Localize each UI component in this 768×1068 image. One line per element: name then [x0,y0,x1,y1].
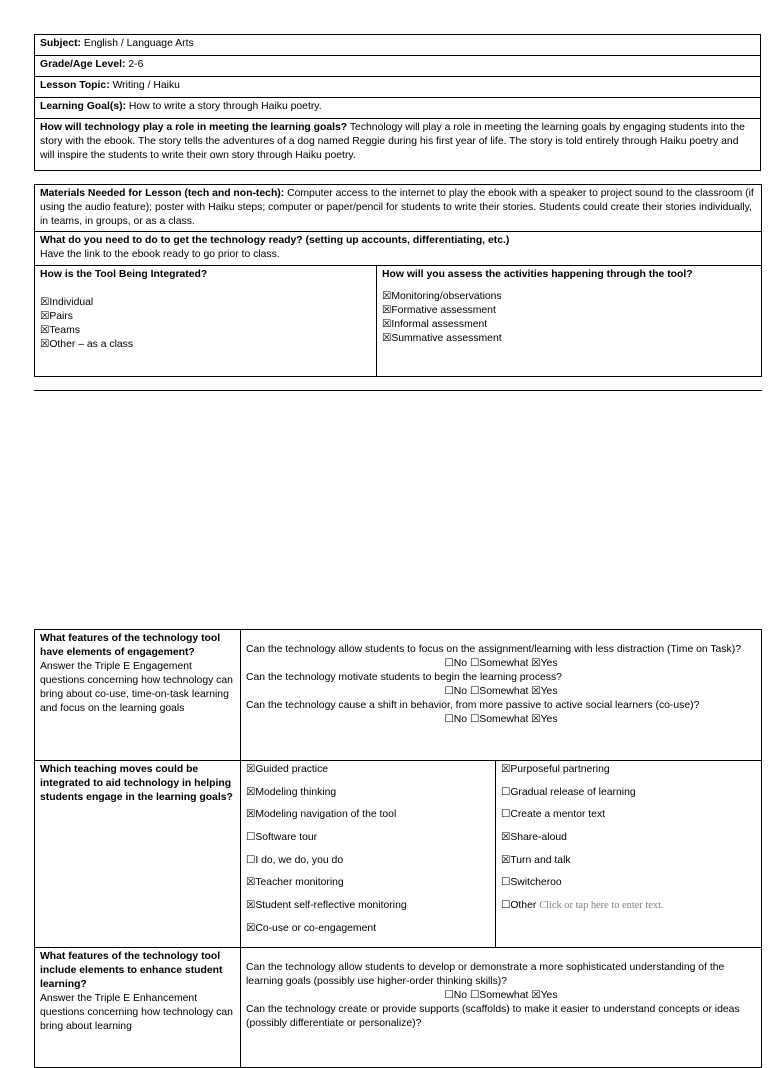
teaching-moves-heading: Which teaching moves could be integrated to aid technology in helping students engage in the learning goals? [40,764,233,803]
teaching-move-option[interactable]: ☒Modeling navigation of the tool [246,809,397,821]
integration-option[interactable]: ☒Teams [40,325,80,336]
teaching-move-option[interactable]: ☒Modeling thinking [246,786,337,798]
subject-row [35,35,761,56]
goal-row [35,98,761,119]
teaching-moves-left [241,761,496,948]
teaching-move-option[interactable]: ☐Gradual release of learning [501,786,636,798]
enhancement-label-cell [35,947,241,1067]
other-text-field[interactable]: Click or tap here to enter text. [539,900,664,912]
teaching-moves-label-cell [35,761,241,948]
topic-value: Writing / Haiku [112,80,180,91]
assessment-cell [377,266,762,377]
engagement-heading: What features of the technology tool have elements of engagement? [40,633,221,658]
enhancement-question: Can the technology allow students to develop or demonstrate a more sophisticated understanding of the learning goals (possibly use higher-order thinking skills)? [246,961,725,987]
teaching-move-option[interactable]: ☒Turn and talk [501,854,571,866]
tech-role-value: Technology will play a role in meeting the learning goals by engaging students into the story with the ebook. The story tells the adventures of a dog named Reggie during his first year of life. The story is told entirely through Haiku poetry and will inspire the students to write their own story through Haiku poetry. [40,122,745,161]
grade-value: 2-6 [128,59,144,70]
assessment-option[interactable]: ☒Summative assessment [382,333,502,344]
engagement-answer[interactable]: ☐No ☐Somewhat ☒Yes [444,714,558,725]
engagement-question: Can the technology cause a shift in behavior, from more passive to active social learners (co-use)? [246,700,700,711]
topic-row [35,77,761,98]
materials-row [35,185,762,232]
triple-e-table [34,629,762,1068]
teaching-move-option[interactable]: ☐Switcheroo [501,877,562,889]
assessment-option[interactable]: ☒Informal assessment [382,319,488,330]
integration-cell [35,266,377,377]
grade-row [35,56,761,77]
assessment-option[interactable]: ☒Formative assessment [382,305,496,316]
materials-label: Materials Needed for Lesson (tech and non-tech): [40,188,285,199]
enhancement-heading: What features of the technology tool include elements to enhance student learning? [40,950,223,990]
teaching-move-option[interactable]: ☒Student self-reflective monitoring [246,900,407,912]
integration-label: How is the Tool Being Integrated? [40,269,208,280]
subject-label: Subject: [40,38,81,49]
engagement-questions-cell [241,630,762,761]
teaching-move-option[interactable]: ☒Co-use or co-engagement [246,922,377,934]
assessment-label: How will you assess the activities happening through the tool? [382,269,693,280]
page-break-rule [34,390,762,391]
goal-value: How to write a story through Haiku poetry. [128,101,322,112]
materials-value: Computer access to the internet to play the ebook with a speaker to project sound to the classroom (if using the audio feature); poster with Haiku steps; computer or paper/pencil for students to write their stories. Students could create their stories individually, in teams, in groups, or as a class. [40,188,754,227]
engagement-question: Can the technology motivate students to begin the learning process? [246,672,562,683]
teaching-move-option[interactable]: ☐Software tour [246,832,318,844]
engagement-question: Can the technology allow students to focus on the assignment/learning with less distraction (Time on Task)? [246,644,741,655]
lesson-info-table [34,34,761,171]
teaching-move-option[interactable]: ☒Purposeful partnering [501,764,610,775]
subject-value: English / Language Arts [83,38,194,49]
teaching-move-option[interactable]: ☒Guided practice [246,764,329,775]
other-option [501,899,756,922]
enhancement-questions-cell [241,947,762,1067]
tech-ready-label: What do you need to do to get the technology ready? (setting up accounts, differentiating, etc.) [40,235,510,246]
teaching-move-option[interactable]: ☐I do, we do, you do [246,854,344,866]
topic-label: Lesson Topic: [40,80,110,91]
engagement-answer[interactable]: ☐No ☐Somewhat ☒Yes [444,686,558,697]
materials-table [34,184,762,377]
tech-role-row [35,119,761,171]
enhancement-description: Answer the Triple E Enhancement questions concerning how technology can bring about learning [40,992,233,1032]
tech-ready-value: Have the link to the ebook ready to go prior to class. [40,249,280,260]
enhancement-question: Can the technology create or provide supports (scaffolds) to make it easier to understand concepts or ideas (possibly differentiate or personalize)? [246,1003,740,1029]
teaching-moves-right [496,761,762,948]
integration-option[interactable]: ☒Other – as a class [40,339,134,350]
tech-ready-row [35,232,762,266]
assessment-option[interactable]: ☒Monitoring/observations [382,291,502,302]
teaching-move-option[interactable]: ☒Teacher monitoring [246,877,344,889]
enhancement-answer[interactable]: ☐No ☐Somewhat ☒Yes [444,989,558,1001]
grade-label: Grade/Age Level: [40,59,126,70]
goal-label: Learning Goal(s): [40,101,127,112]
teaching-move-option[interactable]: ☒Share-aloud [501,832,567,844]
engagement-description: Answer the Triple E Engagement questions concerning how technology can bring about co-use, time-on-task learning and focus on the learning goals [40,661,233,714]
engagement-label-cell [35,630,241,761]
integration-option[interactable]: ☒Individual [40,297,94,308]
integration-option[interactable]: ☒Pairs [40,311,73,322]
teaching-move-option[interactable]: ☐Create a mentor text [501,809,606,821]
tech-role-label: How will technology play a role in meeting the learning goals? [40,122,348,133]
engagement-answer[interactable]: ☐No ☐Somewhat ☒Yes [444,658,558,669]
other-checkbox[interactable]: ☐Other [501,900,537,912]
